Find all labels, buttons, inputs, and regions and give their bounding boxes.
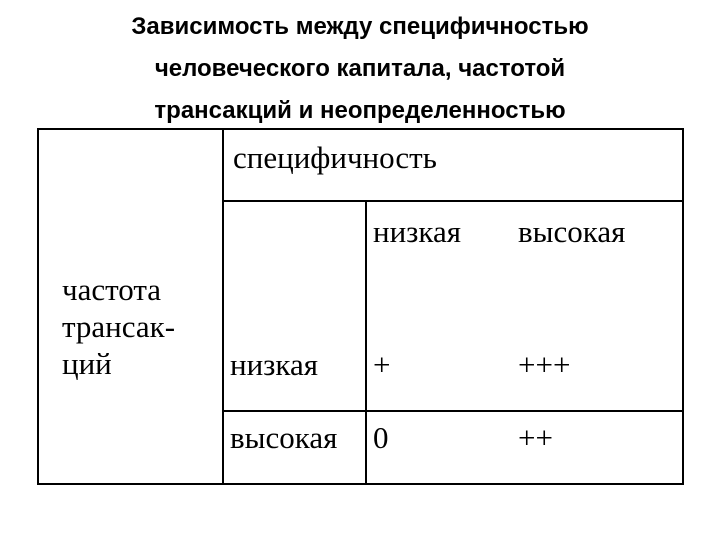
row-axis-label-line-2: трансак- [62, 309, 176, 344]
cell-low-high: +++ [518, 347, 571, 382]
title-line-3: трансакций и неопределенностью [154, 97, 566, 124]
rule-between-rows [222, 410, 684, 412]
rule-row-label-column [222, 128, 224, 485]
column-axis-label: специфичность [233, 140, 437, 175]
rule-below-axis-label [222, 200, 684, 202]
row-axis-label-line-3: ций [62, 346, 112, 381]
cell-low-low: + [373, 347, 391, 382]
title-line-1: Зависимость между специфичностью [131, 13, 589, 40]
row-label-high: высокая [230, 420, 338, 455]
table-border-left [37, 128, 39, 485]
row-axis-label-line-1: частота [62, 272, 162, 307]
rule-value-column [365, 200, 367, 485]
table-border-bottom [37, 483, 684, 485]
row-label-low: низкая [230, 347, 319, 382]
cell-high-low: 0 [373, 420, 389, 455]
title-line-2: человеческого капитала, частотой [154, 55, 566, 82]
column-header-high: высокая [518, 214, 626, 249]
cell-high-high: ++ [518, 420, 553, 455]
column-header-low: низкая [373, 214, 462, 249]
table-border-right [682, 128, 684, 485]
table-border-top [37, 128, 684, 130]
